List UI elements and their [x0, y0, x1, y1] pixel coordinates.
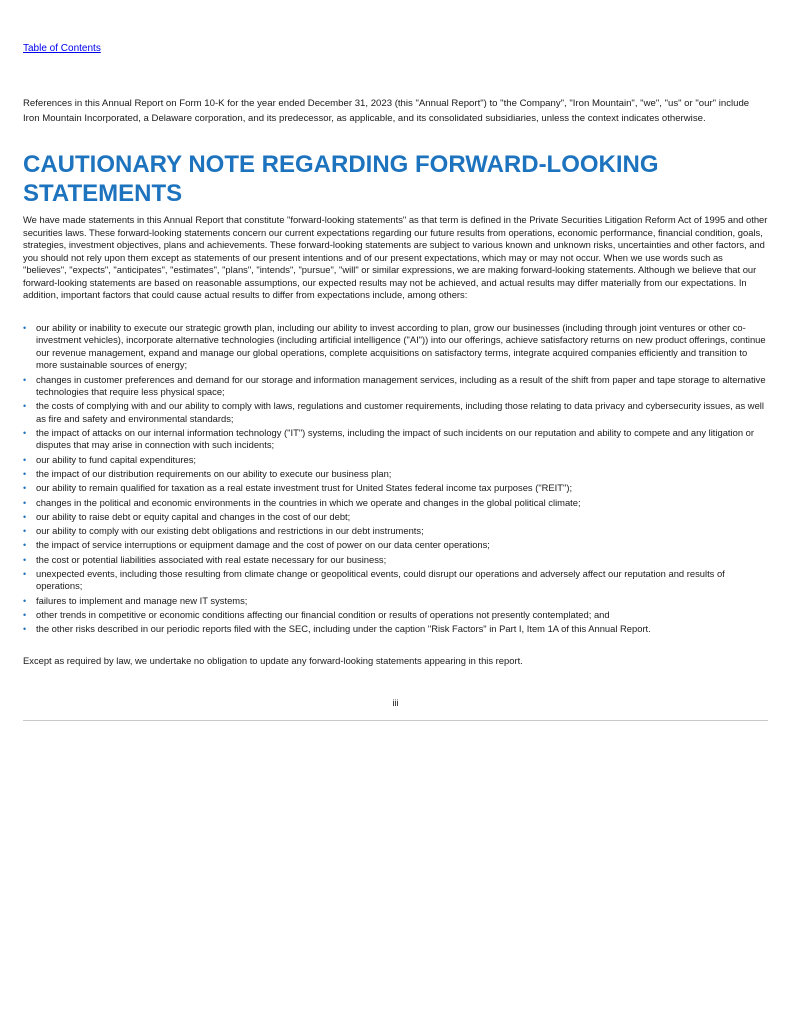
list-item — [23, 609, 768, 621]
bullet-icon: • — [23, 497, 27, 508]
list-item — [23, 554, 768, 566]
bullet-icon: • — [23, 624, 27, 635]
list-item-text: our ability to raise debt or equity capital and changes in the cost of our debt; — [36, 510, 351, 522]
bullet-icon: • — [23, 454, 27, 465]
footer-divider — [23, 720, 768, 721]
forward-looking-paragraph: We have made statements in this Annual Report that constitute "forward-looking statements" as that term is defined in the Private Securities Litigation Reform Act of 1995 and other securities laws. These forward-looking statements concern our current expectations regarding our future results from operations, economic performance, financial condition, goals, strategies, investment objectives, plans and achievements. These forward-looking statements are subject to various known and unknown risks, uncertainties and other factors, and you should not rely upon them except as statements of our present intentions and of our present expectations, which may or may not occur. When we use words such as "believes", "expects", "anticipates", "estimates", "plans", "intends", "pursue", "will" or similar expressions, we are making forward-looking statements. Although we believe that our forward-looking statements are based on reasonable assumptions, our expected results may not be achieved, and actual results may differ materially from our expectations. In addition, important factors that could cause actual results to differ from expectations include, among others: — [23, 214, 768, 300]
list-item — [23, 623, 768, 635]
list-item-text: failures to implement and manage new IT systems; — [36, 594, 248, 606]
list-item — [23, 322, 768, 372]
page-number: iii — [392, 697, 399, 708]
list-item — [23, 374, 768, 399]
list-item-text: the impact of our distribution requirements on our ability to execute our business plan; — [36, 467, 392, 479]
list-item-text: the impact of attacks on our internal information technology ("IT") systems, including the impact of such incidents on our reputation and ability to compete and any litigation or disputes that may arise in connection with such incidents; — [36, 426, 754, 451]
bullet-icon: • — [23, 540, 27, 551]
list-item — [23, 511, 768, 523]
bullet-icon: • — [23, 595, 27, 606]
list-item-text: changes in customer preferences and demand for our storage and information management services, including as a result of the shift from paper and tape storage to alternative technologies that require less physical space; — [36, 373, 766, 397]
list-item-text: the costs of complying with and our ability to comply with laws, regulations and customer requirements, including those relating to data privacy and cybersecurity issues, as well as fire and safety and environmental standards; — [36, 400, 764, 424]
list-item — [23, 482, 768, 494]
risk-factor-list — [23, 322, 768, 638]
list-item — [23, 595, 768, 607]
section-heading: CAUTIONARY NOTE REGARDING FORWARD-LOOKING STATEMENTS — [23, 151, 659, 207]
list-item — [23, 539, 768, 551]
bullet-icon: • — [23, 483, 27, 494]
list-item-text: the cost or potential liabilities associated with real estate necessary for our business; — [36, 553, 387, 565]
list-item — [23, 525, 768, 537]
list-item — [23, 400, 768, 425]
list-item-text: unexpected events, including those resulting from climate change or geopolitical events, could disrupt our operations and adversely affect our reputation and results of operations; — [36, 568, 725, 592]
bullet-icon: • — [23, 374, 27, 385]
bullet-icon: • — [23, 323, 27, 333]
bullet-icon: • — [23, 427, 27, 438]
list-item-text: the other risks described in our periodic reports filed with the SEC, including under the caption "Risk Factors" in Part I, Item 1A of this Annual Report. — [36, 623, 651, 635]
bullet-icon: • — [23, 554, 27, 565]
list-item-text: our ability to fund capital expenditures; — [36, 453, 196, 465]
intro-paragraph: References in this Annual Report on Form 10-K for the year ended December 31, 2023 (this "Annual Report") to "the Company", "Iron Mountain", "we", "us" or "our" include Iron Mountain Incorporated, a Delaware corporation, and its predecessor, as applicable, and its consolidated subsidiaries, unless the context indicates otherwise. — [23, 98, 750, 125]
bullet-icon: • — [23, 610, 27, 620]
table-of-contents-link[interactable]: Table of Contents — [23, 43, 101, 54]
list-item-text: our ability or inability to execute our strategic growth plan, including our ability to invest according to plan, grow our businesses (including through joint ventures or other co-investment vehicles), incorporate alternative technologies (including artificial intelligence ("AI")) into our offerings, achieve satisfactory returns on new product offerings, continue our revenue management, expand and manage our global operations, complete acquisitions on satisfactory terms, integrate acquired companies efficiently and transition to more sustainable sources of energy; — [36, 322, 766, 371]
list-item — [23, 568, 768, 593]
list-item — [23, 468, 768, 480]
list-item-text: changes in the political and economic environments in the countries in which we operate and changes in the global political climate; — [36, 496, 581, 508]
bullet-icon: • — [23, 511, 27, 522]
list-item-text: other trends in competitive or economic conditions affecting our financial condition or results of operations not presently contemplated; and — [36, 609, 610, 620]
list-item — [23, 497, 768, 509]
list-item — [23, 454, 768, 466]
list-item-text: the impact of service interruptions or equipment damage and the cost of power on our data center operations; — [36, 539, 490, 551]
list-item — [23, 427, 768, 452]
list-item-text: our ability to remain qualified for taxation as a real estate investment trust for United States federal income tax purposes ("REIT"); — [36, 482, 573, 494]
bullet-icon: • — [23, 468, 27, 479]
bullet-icon: • — [23, 569, 27, 579]
bullet-icon: • — [23, 401, 27, 412]
list-item-text: our ability to comply with our existing debt obligations and restrictions in our debt instruments; — [36, 525, 424, 537]
closing-statement: Except as required by law, we undertake no obligation to update any forward-looking statements appearing in this report. — [23, 655, 523, 666]
bullet-icon: • — [23, 526, 27, 537]
